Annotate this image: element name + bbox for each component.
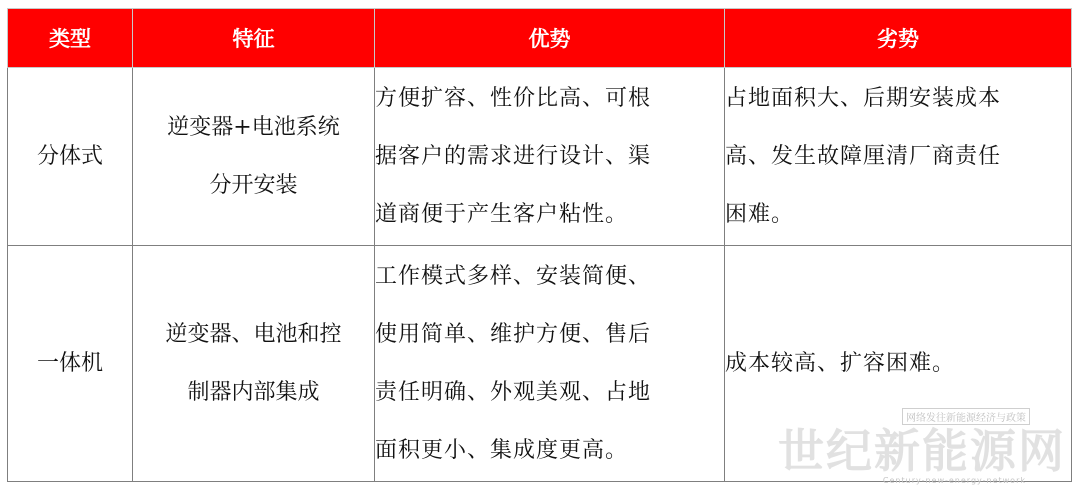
watermark-caption: 网络发往新能源经济与政策 bbox=[902, 408, 1030, 425]
watermark-subtitle: Century-new-energy-network bbox=[882, 476, 1026, 485]
cell-disadvantage bbox=[725, 246, 1072, 482]
advantage-line: 责任明确、外观美观、占地 bbox=[375, 379, 652, 405]
advantage-line: 方便扩容、性价比高、可根 bbox=[375, 85, 652, 111]
header-row bbox=[8, 9, 1072, 68]
disadvantage-line: 高、发生故障厘清厂商责任 bbox=[725, 143, 1002, 169]
advantage-line: 面积更小、集成度更高。 bbox=[375, 437, 629, 463]
feature-line: 制器内部集成 bbox=[187, 379, 320, 405]
header-feature: 特征 bbox=[133, 9, 375, 68]
table-row bbox=[8, 246, 1072, 482]
watermark-logo-text: 世纪新能源网 bbox=[778, 424, 1066, 478]
cell-type: 一体机 bbox=[8, 246, 133, 482]
advantage-line: 道商便于产生客户粘性。 bbox=[375, 201, 629, 227]
cell-advantage bbox=[375, 68, 725, 246]
header-advantage: 优势 bbox=[375, 9, 725, 68]
disadvantage-line: 占地面积大、后期安装成本 bbox=[725, 85, 1002, 111]
table-row bbox=[8, 68, 1072, 246]
advantage-line: 工作模式多样、安装简便、 bbox=[375, 263, 652, 289]
cell-disadvantage bbox=[725, 68, 1072, 246]
cell-feature bbox=[133, 246, 375, 482]
cell-advantage bbox=[375, 246, 725, 482]
disadvantage-line: 困难。 bbox=[725, 201, 795, 227]
cell-feature bbox=[133, 68, 375, 246]
cell-type: 分体式 bbox=[8, 68, 133, 246]
feature-line: 分开安装 bbox=[209, 172, 298, 198]
header-disadvantage: 劣势 bbox=[725, 9, 1072, 68]
comparison-table bbox=[7, 8, 1072, 482]
advantage-line: 使用简单、维护方便、售后 bbox=[375, 321, 652, 347]
feature-line: 逆变器、电池和控 bbox=[165, 321, 342, 347]
header-type: 类型 bbox=[8, 9, 133, 68]
feature-line: 逆变器+电池系统 bbox=[167, 114, 340, 140]
disadvantage-line: 成本较高、扩容困难。 bbox=[725, 350, 956, 376]
advantage-line: 据客户的需求进行设计、渠 bbox=[375, 143, 652, 169]
